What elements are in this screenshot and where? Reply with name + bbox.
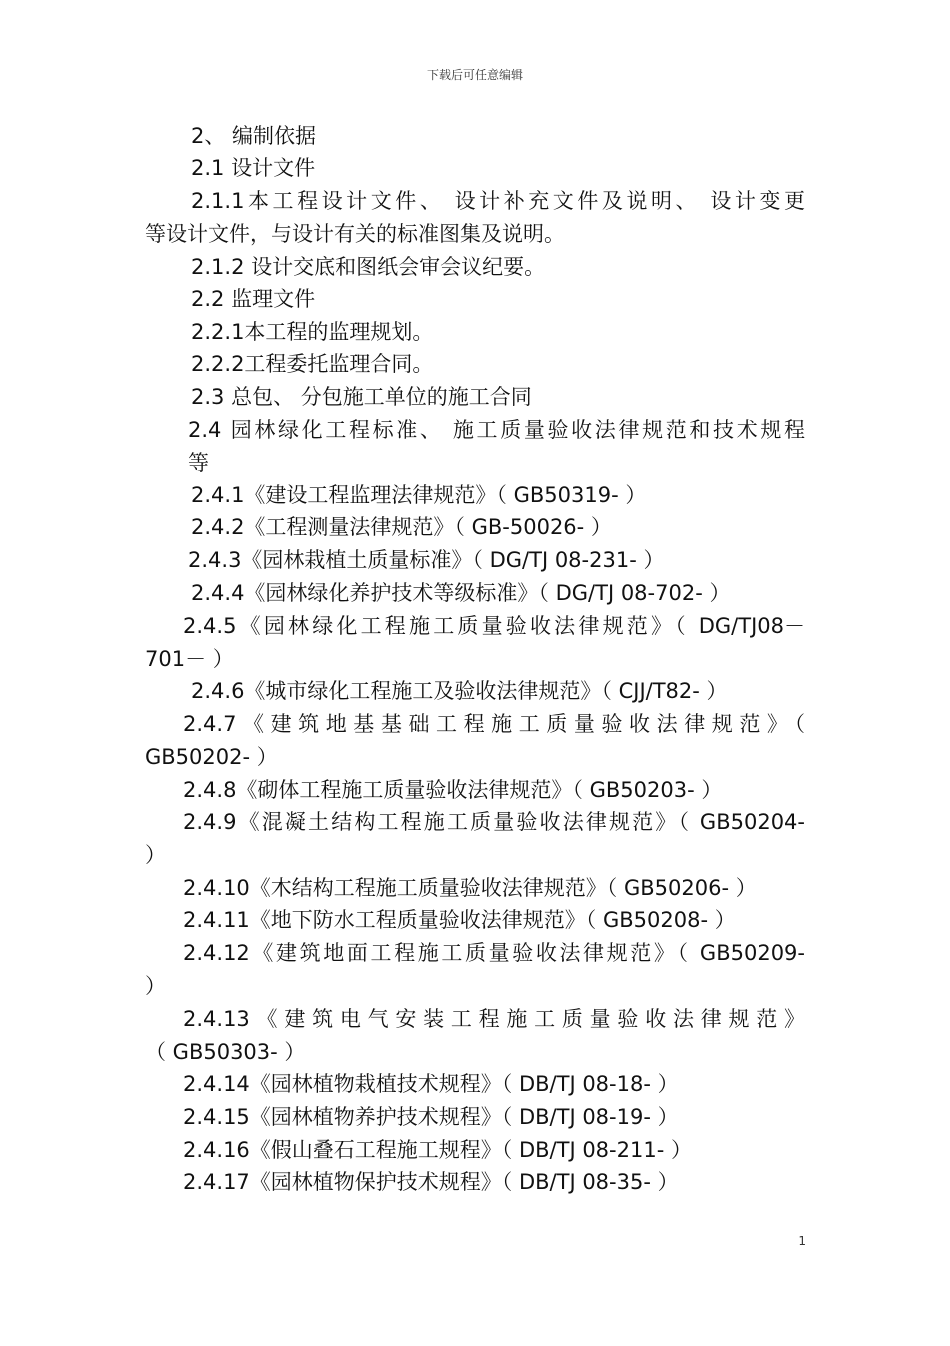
subsection-heading: 2.2 监理文件 <box>191 287 316 311</box>
standard-item: 2.4.9《混凝土结构工程施工质量验收法律规范》（ GB50204- <box>183 810 805 834</box>
paragraph-line: 2.1.1本工程设计文件、 设计补充文件及说明、 设计变更 <box>191 189 805 213</box>
standard-item: 2.4.3《园林栽植土质量标准》（ DG/TJ 08-231- ） <box>188 548 665 572</box>
standard-item: 2.4.4《园林绿化养护技术等级标准》（ DG/TJ 08-702- ） <box>191 581 731 605</box>
subsection-heading: 2.3 总包、 分包施工单位的施工合同 <box>191 385 532 409</box>
standard-item-continued: ） <box>145 974 166 998</box>
standard-item: 2.4.5《园林绿化工程施工质量验收法律规范》（ DG/TJ08－ <box>183 614 805 638</box>
standard-item: 2.4.8《砌体工程施工质量验收法律规范》（ GB50203- ） <box>183 778 723 802</box>
page-number: 1 <box>798 1234 806 1248</box>
standard-item: 2.4.14《园林植物栽植技术规程》（ DB/TJ 08-18- ） <box>183 1072 679 1096</box>
standard-item-continued: （ GB50303- ） <box>145 1040 306 1064</box>
page-header: 下载后可任意编辑 <box>426 68 523 82</box>
standard-item: 2.4.7《建筑地基基础工程施工质量验收法律规范》（ <box>183 712 805 736</box>
standard-item: 2.4.13《建筑电气安装工程施工质量验收法律规范》 <box>183 1007 805 1031</box>
standard-item-continued: ） <box>145 843 166 867</box>
standard-item: 2.4.2《工程测量法律规范》（ GB-50026- ） <box>191 515 612 539</box>
subsection-heading: 2.4 园林绿化工程标准、 施工质量验收法律规范和技术规程 <box>188 418 805 442</box>
standard-item: 2.4.11《地下防水工程质量验收法律规范》（ GB50208- ） <box>183 908 736 932</box>
paragraph-line: 等 <box>188 451 209 475</box>
standard-item: 2.4.17《园林植物保护技术规程》（ DB/TJ 08-35- ） <box>183 1170 679 1194</box>
standard-item-continued: GB50202- ） <box>145 745 278 769</box>
standard-item-continued: 701－ ） <box>145 647 234 671</box>
standard-item: 2.4.10《木结构工程施工质量验收法律规范》（ GB50206- ） <box>183 876 757 900</box>
subsection-heading: 2.1 设计文件 <box>191 156 316 180</box>
standard-item: 2.4.12《建筑地面工程施工质量验收法律规范》（ GB50209- <box>183 941 805 965</box>
standard-item: 2.4.15《园林植物养护技术规程》（ DB/TJ 08-19- ） <box>183 1105 679 1129</box>
standard-item: 2.4.16《假山叠石工程施工规程》（ DB/TJ 08-211- ） <box>183 1138 692 1162</box>
paragraph-line: 等设计文件，与设计有关的标准图集及说明。 <box>145 222 565 246</box>
section-heading: 2、 编制依据 <box>191 124 317 148</box>
paragraph-line: 2.2.2工程委托监理合同。 <box>191 352 434 376</box>
paragraph-line: 2.1.2 设计交底和图纸会审会议纪要。 <box>191 255 546 279</box>
standard-item: 2.4.6《城市绿化工程施工及验收法律规范》（ CJJ/T82- ） <box>191 679 728 703</box>
paragraph-line: 2.2.1本工程的监理规划。 <box>191 320 434 344</box>
standard-item: 2.4.1《建设工程监理法律规范》（ GB50319- ） <box>191 483 647 507</box>
